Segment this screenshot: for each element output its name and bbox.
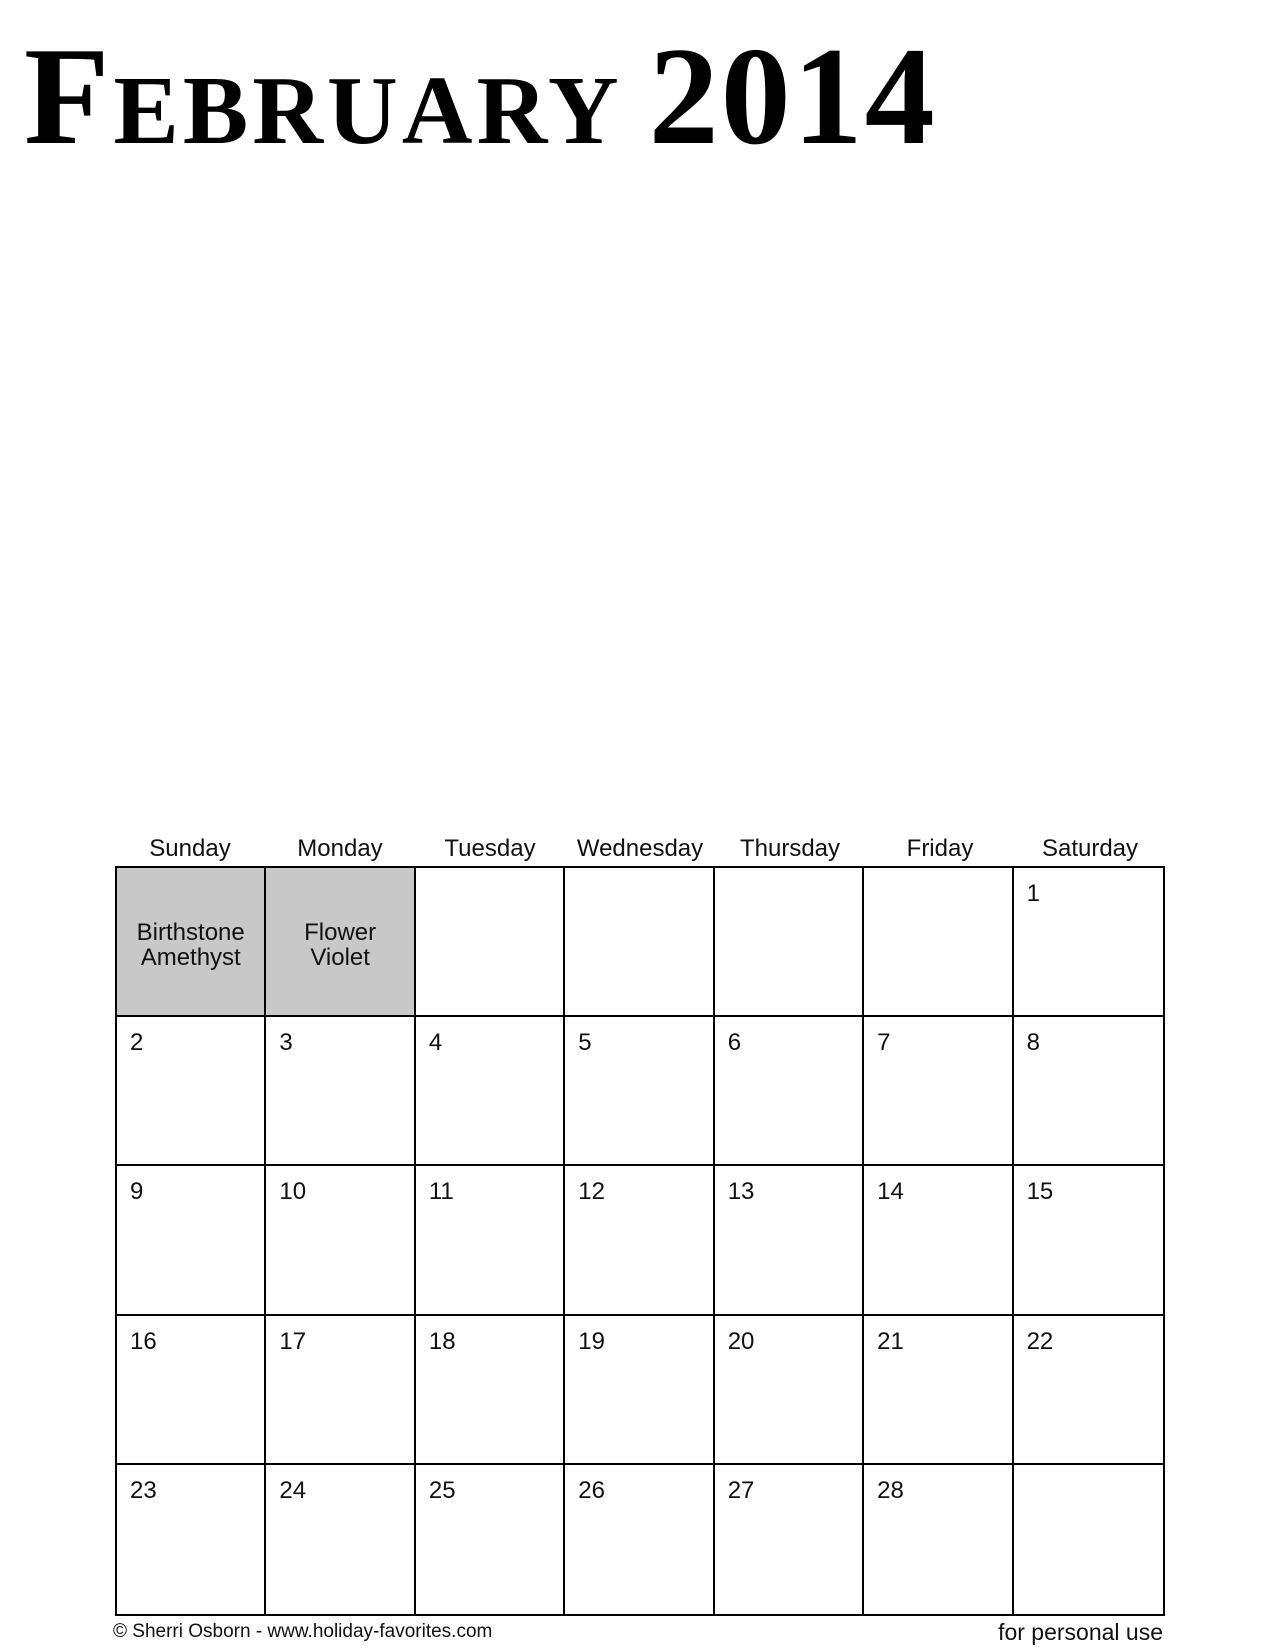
month-initial: F [24, 19, 114, 174]
day-cell-14 [864, 1166, 1013, 1315]
day-number: 15 [1026, 1178, 1054, 1206]
cell-note [117, 920, 264, 970]
day-cell-3 [266, 1017, 415, 1166]
day-number: 23 [130, 1476, 157, 1504]
day-cell-26 [565, 1465, 714, 1614]
day-cell-21 [864, 1316, 1013, 1465]
cell-note [266, 920, 413, 970]
day-number: 8 [1026, 1029, 1040, 1057]
day-cell-15 [1014, 1166, 1163, 1315]
day-cell-25 [416, 1465, 565, 1614]
weekday-header-sunday: Sunday [149, 835, 231, 862]
day-cell-27 [715, 1465, 864, 1614]
day-number: 2 [130, 1029, 144, 1057]
weekday-header-thursday: Thursday [739, 835, 841, 862]
year: 2014 [648, 19, 937, 174]
day-cell-11 [416, 1166, 565, 1315]
day-cell-16 [117, 1316, 266, 1465]
month-rest: ebruary [113, 19, 623, 174]
calendar-title [24, 19, 1254, 174]
day-number: 5 [578, 1029, 592, 1057]
day-cell-4 [416, 1017, 565, 1166]
empty-day-cell [565, 868, 714, 1017]
day-cell-6 [715, 1017, 864, 1166]
day-number: 22 [1026, 1327, 1054, 1355]
weekday-header-tuesday: Tuesday [444, 835, 536, 862]
copyright-credit: © Sherri Osborn - www.holiday-favorites.com [113, 1621, 493, 1642]
day-cell-24 [266, 1465, 415, 1614]
empty-day-cell [864, 868, 1013, 1017]
empty-day-cell [416, 868, 565, 1017]
day-cell-10 [266, 1166, 415, 1315]
day-cell-17 [266, 1316, 415, 1465]
day-number: 27 [727, 1476, 755, 1504]
day-number: 6 [727, 1029, 742, 1057]
info-cell-flower [266, 868, 415, 1017]
day-cell-23 [117, 1465, 266, 1614]
weekday-header-monday: Monday [297, 835, 383, 862]
day-cell-13 [715, 1166, 864, 1315]
day-number: 25 [428, 1476, 456, 1504]
empty-day-cell [1014, 1465, 1163, 1614]
month-name [24, 19, 623, 174]
day-number: 24 [279, 1476, 307, 1504]
day-number: 28 [877, 1476, 904, 1504]
day-number: 26 [578, 1476, 605, 1504]
empty-day-cell [715, 868, 864, 1017]
day-cell-12 [565, 1166, 714, 1315]
day-cell-20 [715, 1316, 864, 1465]
day-number: 20 [727, 1327, 755, 1355]
day-number: 9 [130, 1178, 144, 1206]
day-cell-7 [864, 1017, 1013, 1166]
cell-note-label: Birthstone [136, 919, 245, 946]
day-number: 10 [279, 1178, 307, 1206]
day-number: 1 [1026, 880, 1040, 907]
day-number: 14 [877, 1178, 904, 1206]
day-number: 17 [279, 1327, 307, 1355]
weekday-header-wednesday: Wednesday [576, 835, 704, 862]
day-number: 18 [428, 1327, 456, 1355]
day-cell-8 [1014, 1017, 1163, 1166]
day-number: 19 [578, 1327, 605, 1355]
day-number: 11 [428, 1178, 454, 1206]
day-cell-9 [117, 1166, 266, 1315]
day-number: 7 [877, 1029, 891, 1057]
weekday-header-friday: Friday [906, 835, 974, 862]
cell-note-label: Flower [304, 919, 377, 946]
cell-note-value: Amethyst [140, 944, 241, 971]
day-number: 4 [428, 1029, 443, 1057]
calendar-grid [115, 866, 1165, 1616]
day-cell-18 [416, 1316, 565, 1465]
info-cell-birthstone [117, 868, 266, 1017]
day-cell-19 [565, 1316, 714, 1465]
usage-note: for personal use [998, 1619, 1163, 1645]
day-cell-22 [1014, 1316, 1163, 1465]
day-number: 16 [130, 1327, 157, 1355]
day-cell-2 [117, 1017, 266, 1166]
day-number: 3 [279, 1029, 293, 1057]
day-cell-28 [864, 1465, 1013, 1614]
day-cell-5 [565, 1017, 714, 1166]
day-cell-1 [1014, 868, 1163, 1017]
day-number: 12 [578, 1178, 605, 1206]
cell-note-value: Violet [310, 944, 370, 971]
day-number: 13 [727, 1178, 755, 1206]
day-number: 21 [877, 1327, 904, 1355]
weekday-header-saturday: Saturday [1041, 835, 1139, 862]
weekday-header-row [115, 832, 1165, 866]
